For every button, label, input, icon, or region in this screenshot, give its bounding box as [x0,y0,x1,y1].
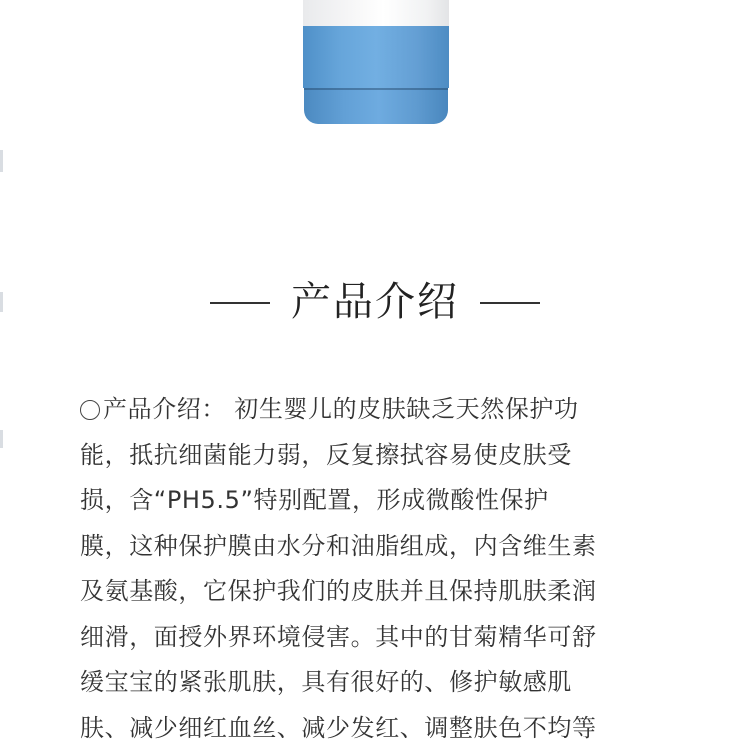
circle-bullet-icon [80,400,100,420]
description-line: 肤、减少细红血丝、减少发红、调整肤色不均等 [80,713,597,742]
tube-body-white [303,0,449,26]
section-heading [0,276,750,328]
edge-decoration [0,430,3,448]
description-line-text: 产品介绍： 初生婴儿的皮肤缺乏天然保护功 [103,395,579,423]
description-line: 及氨基酸，它保护我们的皮肤并且保持肌肤柔润 [80,577,597,605]
edge-decoration [0,150,3,172]
description-line: 缓宝宝的紧张肌肤，具有很好的、修护敏感肌 [80,668,572,696]
tube-body-blue [303,26,449,88]
description-line: 膜，这种保护膜由水分和油脂组成，内含维生素 [80,531,597,560]
description-line: 损，含“PH5.5”特别配置，形成微酸性保护 [80,486,549,514]
description-line: 能，抵抗细菌能力弱，反复擦拭容易使皮肤受 [80,440,572,469]
tube-cap [304,88,448,124]
heading-rule-right [480,302,540,304]
description-line: 细滑，面授外界环境侵害。其中的甘菊精华可舒 [80,622,597,651]
heading-rule-left [210,302,270,304]
description-line [80,387,680,433]
heading-title: 产品介绍 [291,279,459,325]
product-tube-image [303,0,449,134]
product-description [80,387,680,750]
